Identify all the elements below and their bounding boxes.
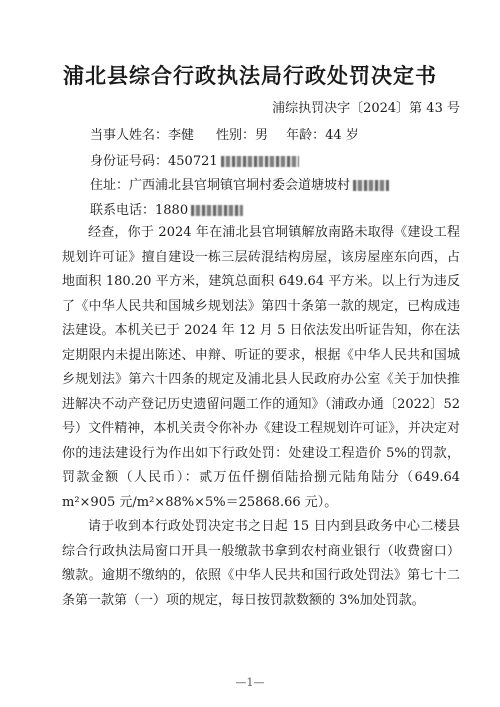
address-line (90, 174, 389, 193)
paragraph-payment: 请于收到本行政处罚决定书之日起 15 日内到县政务中心二楼县综合行政执法局窗口开具一般缴款书拿到农村商业银行（收费窗口）缴款。逾期不缴纳的，依照《中华人民共和国行政处罚法》第七十二条第一款第（一）项的规定，每日按罚款数额的 3%加处罚款。 (62, 519, 460, 608)
document-body (62, 221, 460, 613)
gender-label: 性别： (216, 128, 256, 143)
age-label: 年龄： (286, 128, 326, 143)
party-age: 44 岁 (325, 128, 359, 143)
document-title: 浦北县综合行政执法局行政处罚决定书 (63, 63, 437, 88)
phone-line (90, 199, 243, 218)
id-label: 身份证号码： (90, 154, 169, 169)
phone-value: 1880 (155, 203, 189, 218)
name-label: 当事人姓名： (90, 128, 169, 143)
party-gender: 男 (255, 128, 269, 143)
party-info-line (90, 124, 359, 143)
redaction-mask (191, 205, 243, 216)
redaction-mask (353, 180, 389, 191)
id-number: 450721 (168, 154, 218, 169)
redaction-mask (221, 156, 299, 167)
party-name: 李健 (168, 128, 195, 143)
address-value: 广西浦北县官垌镇官垌村委会道塘坡村 (129, 178, 351, 193)
id-number-line (90, 150, 299, 169)
phone-label: 联系电话： (90, 203, 156, 218)
document-number: 浦综执罚决字〔2024〕第 43 号 (272, 101, 460, 116)
paragraph-findings: 经查，你于 2024 年在浦北县官垌镇解放南路未取得《建设工程规划许可证》擅自建设一栋三层砖混结构房屋，该房屋座东向西，占地面积 180.20 平方米，建筑总面积 649.64 平方米。以上行为违反了《中华人民共和国城乡规划法》第四十条第一款的规定，已构成违法建设。本机关已于 2024 年 12 月 5 日依法发出听证告知，你在法定期限内未提出陈述、申辩、听证的要求，根据《中华人民共和国城乡规划法》第六十四条的规定及浦北县人民政府办公室《关于加快推进解决不动产登记历史遗留问题工作的通知》（浦政办通〔2022〕52 号）文件精神，本机关责令你补办《建设工程规划许可证》，并决定对你的违法建设行为作出如下行政处罚：处建设工程造价 5%的罚款，罚款金额（人民币）：贰万伍仟捌佰陆拾捌元陆角陆分（649.64 m²×905 元/m²×88%×5%＝25868.66 元）。 (62, 225, 460, 510)
address-label: 住址： (90, 178, 130, 193)
page-number: —1— (235, 676, 265, 689)
